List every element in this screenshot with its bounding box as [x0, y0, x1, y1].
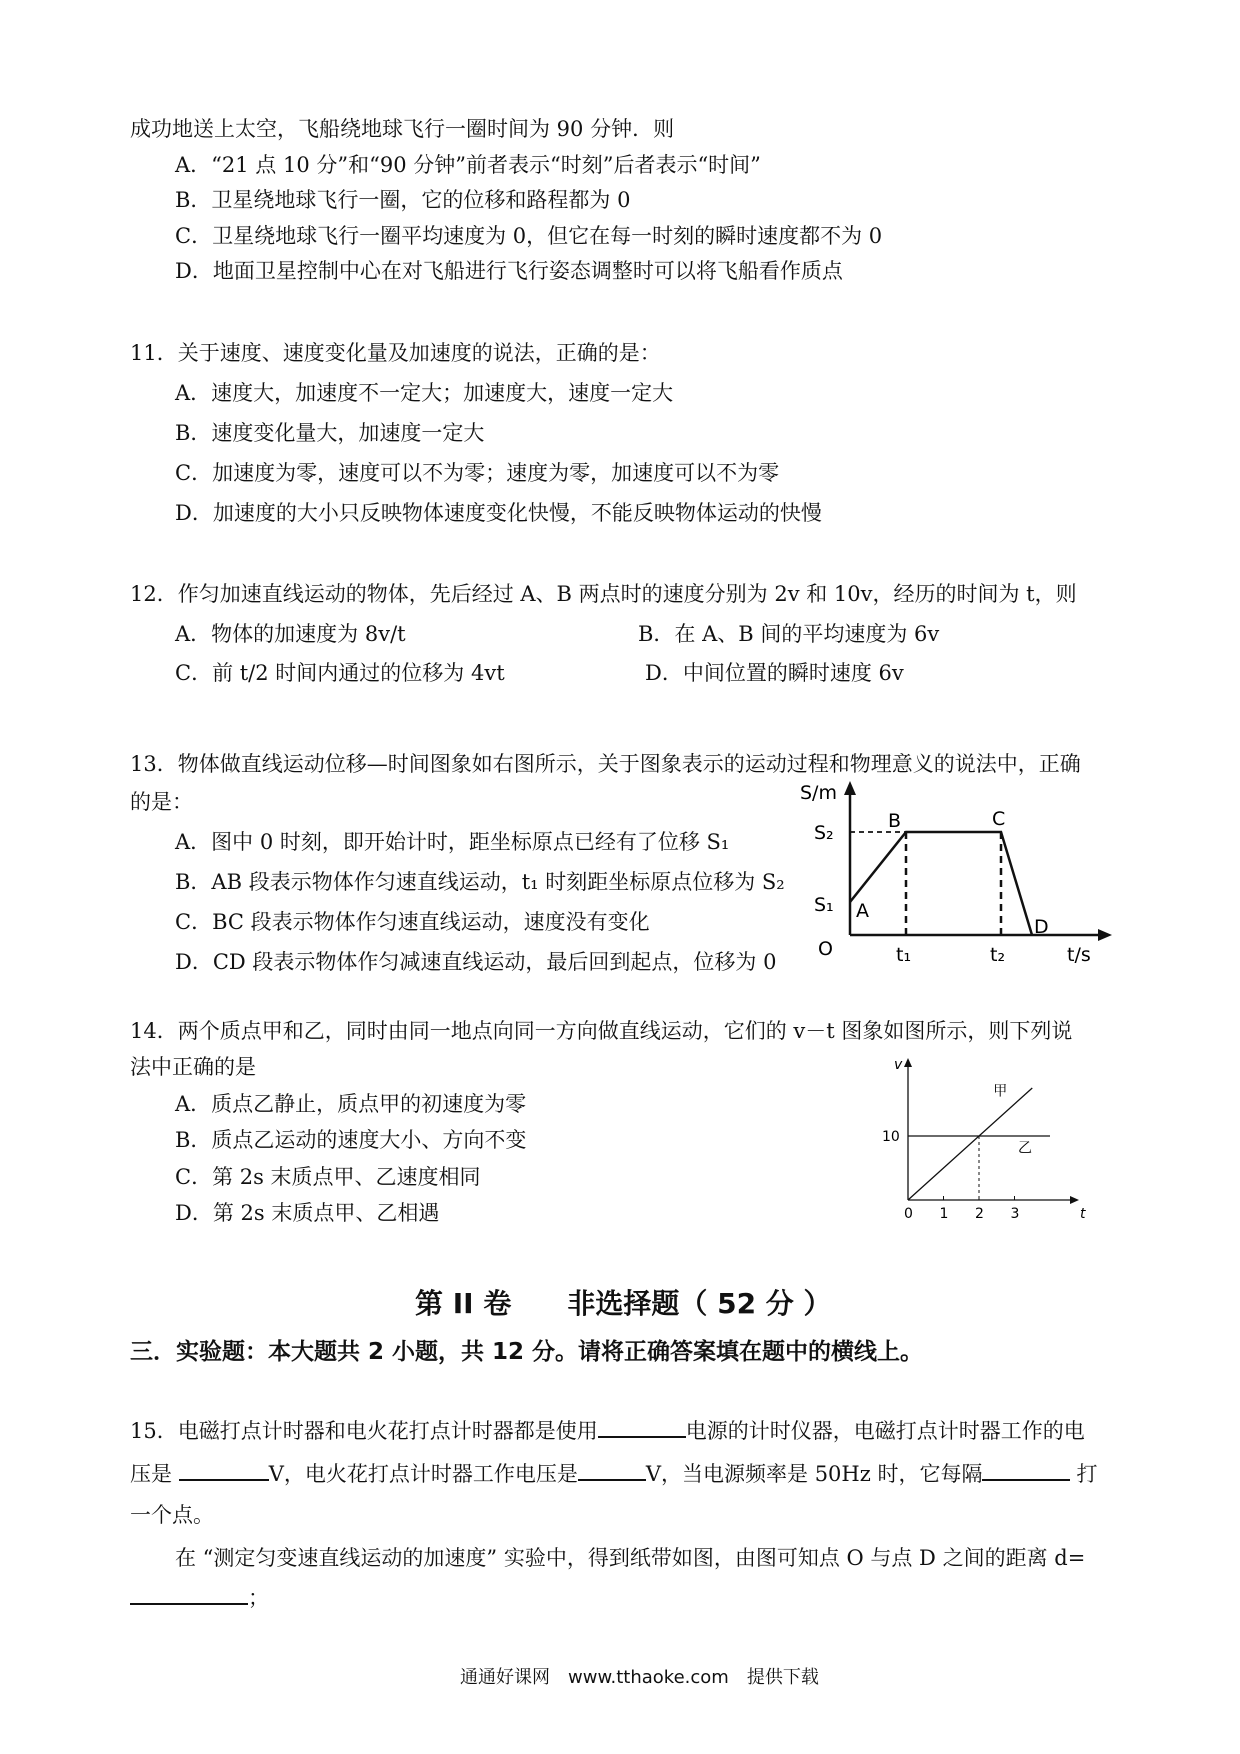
q13-point-d: D	[1034, 916, 1049, 938]
q13-s2-label: S₂	[814, 822, 834, 844]
vt-x-tick-label: 1	[939, 1206, 949, 1222]
q11-stem: 11．关于速度、速度变化量及加速度的说法，正确的是：	[130, 341, 661, 365]
q14-option-a: A．质点乙静止，质点甲的初速度为零	[175, 1092, 527, 1116]
vt-y-label: v	[894, 1057, 903, 1073]
vt-series-line-jia	[908, 1088, 1032, 1200]
q15-l2b: V，电火花打点计时器工作电压是	[268, 1462, 578, 1486]
vt-x-tick-label: 3	[1010, 1206, 1020, 1222]
q13-t2-label: t₂	[990, 944, 1006, 966]
q15-blank-power-type[interactable]	[598, 1418, 686, 1438]
q15-blank-em-voltage[interactable]	[179, 1461, 269, 1481]
q15-line3: 一个点。	[130, 1503, 214, 1527]
q11-option-d: D．加速度的大小只反映物体速度变化快慢，不能反映物体运动的快慢	[175, 501, 822, 525]
q13-origin-label: O	[818, 938, 833, 960]
q15-line2	[130, 1461, 1097, 1487]
q15-line5	[130, 1585, 269, 1611]
q13-s1-label: S₁	[814, 894, 834, 916]
section3-heading: 三．实验题：本大题共 2 小题，共 12 分。请将正确答案填在题中的横线上。	[130, 1339, 924, 1365]
q14-vt-chart	[870, 1055, 1100, 1230]
vt-x-label: t	[1080, 1206, 1086, 1222]
part2-title: 第 II 卷 非选择题（ 52 分 ）	[415, 1287, 832, 1320]
q13-point-b: B	[888, 810, 902, 832]
q14-option-d: D．第 2s 末质点甲、乙相遇	[175, 1201, 440, 1225]
q15-blank-interval[interactable]	[982, 1461, 1070, 1481]
q15-blank-spark-voltage[interactable]	[578, 1461, 646, 1481]
q13-x-axis-label: t/s	[1067, 944, 1091, 966]
vt-series-label-yi: 乙	[1018, 1140, 1033, 1157]
q13-st-graph	[790, 775, 1130, 975]
q15-l2a: 压是	[130, 1462, 179, 1486]
q14-option-b: B．质点乙运动的速度大小、方向不变	[175, 1128, 527, 1152]
q12-option-a: A．物体的加速度为 8v/t	[175, 622, 406, 646]
vt-y-arrow	[904, 1058, 912, 1067]
q12-option-c: C．前 t/2 时间内通过的位移为 4vt	[175, 661, 505, 685]
q13-option-b: B．AB 段表示物体作匀速直线运动，t₁ 时刻距坐标原点位移为 S₂	[175, 870, 785, 894]
q10-option-b: B．卫星绕地球飞行一圈，它的位移和路程都为 0	[175, 188, 631, 212]
q13-stem-line2: 的是：	[130, 790, 193, 814]
footer-text: 通通好课网 www.tthaoke.com 提供下载	[460, 1667, 819, 1688]
q13-y-arrow	[844, 781, 856, 795]
q13-point-a: A	[856, 900, 869, 922]
q13-motion-line	[850, 832, 1032, 935]
q10-option-c: C．卫星绕地球飞行一圈平均速度为 0，但它在每一时刻的瞬时速度都不为 0	[175, 224, 883, 248]
q13-option-d: D．CD 段表示物体作匀减速直线运动，最后回到起点，位移为 0	[175, 950, 777, 974]
q13-option-c: C．BC 段表示物体作匀速直线运动，速度没有变化	[175, 910, 650, 934]
q15-l1a: 15．电磁打点计时器和电火花打点计时器都是使用	[130, 1419, 598, 1443]
q14-stem-line1: 14．两个质点甲和乙，同时由同一地点向同一方向做直线运动，它们的 v－t 图象如图所示，则下列说	[130, 1019, 1073, 1043]
q10-option-d: D．地面卫星控制中心在对飞船进行飞行姿态调整时可以将飞船看作质点	[175, 259, 843, 283]
vt-y-tick-label: 10	[882, 1129, 900, 1145]
q11-option-c: C．加速度为零，速度可以不为零；速度为零，加速度可以不为零	[175, 461, 780, 485]
q15-l2c: V，当电源频率是 50Hz 时，它每隔	[645, 1462, 983, 1486]
q13-stem-line1: 13．物体做直线运动位移—时间图象如右图所示，关于图象表示的运动过程和物理意义的说法中，正确	[130, 752, 1081, 776]
vt-x-arrow	[1070, 1196, 1079, 1204]
q15-l1b: 电源的计时仪器，电磁打点计时器工作的电	[685, 1419, 1085, 1443]
q15-l2d: 打	[1076, 1462, 1098, 1486]
q13-option-a: A．图中 0 时刻，即开始计时，距坐标原点已经有了位移 S₁	[175, 830, 730, 854]
q13-t1-label: t₁	[896, 944, 912, 966]
q13-point-c: C	[992, 808, 1006, 830]
q13-y-axis-label: S/m	[800, 782, 837, 804]
q10-option-a: A．“21 点 10 分”和“90 分钟”前者表示“时刻”后者表示“时间”	[175, 153, 761, 177]
q15-line1	[130, 1418, 1085, 1444]
q10-lead: 成功地送上太空，飞船绕地球飞行一圈时间为 90 分钟．则	[130, 117, 675, 141]
vt-series-label-jia: 甲	[993, 1083, 1008, 1100]
q15-l5: ；	[248, 1586, 269, 1610]
q15-blank-distance[interactable]	[130, 1585, 248, 1605]
q14-option-c: C．第 2s 末质点甲、乙速度相同	[175, 1165, 481, 1189]
q15-line4: 在 “测定匀变速直线运动的加速度” 实验中，得到纸带如图，由图可知点 O 与点 D 之间的距离 d=	[175, 1546, 1086, 1570]
q13-x-arrow	[1098, 929, 1112, 941]
q12-stem: 12．作匀加速直线运动的物体，先后经过 A、B 两点时的速度分别为 2v 和 10v，经历的时间为 t，则	[130, 582, 1077, 606]
vt-x-tick-label: 0	[904, 1206, 913, 1222]
q12-option-b: B．在 A、B 间的平均速度为 6v	[638, 622, 940, 646]
q11-option-b: B．速度变化量大，加速度一定大	[175, 421, 485, 445]
q14-stem-line2: 法中正确的是	[130, 1055, 256, 1079]
q12-option-d: D．中间位置的瞬时速度 6v	[645, 661, 904, 685]
q11-option-a: A．速度大，加速度不一定大；加速度大，速度一定大	[175, 381, 674, 405]
vt-x-tick-label: 2	[975, 1206, 984, 1222]
